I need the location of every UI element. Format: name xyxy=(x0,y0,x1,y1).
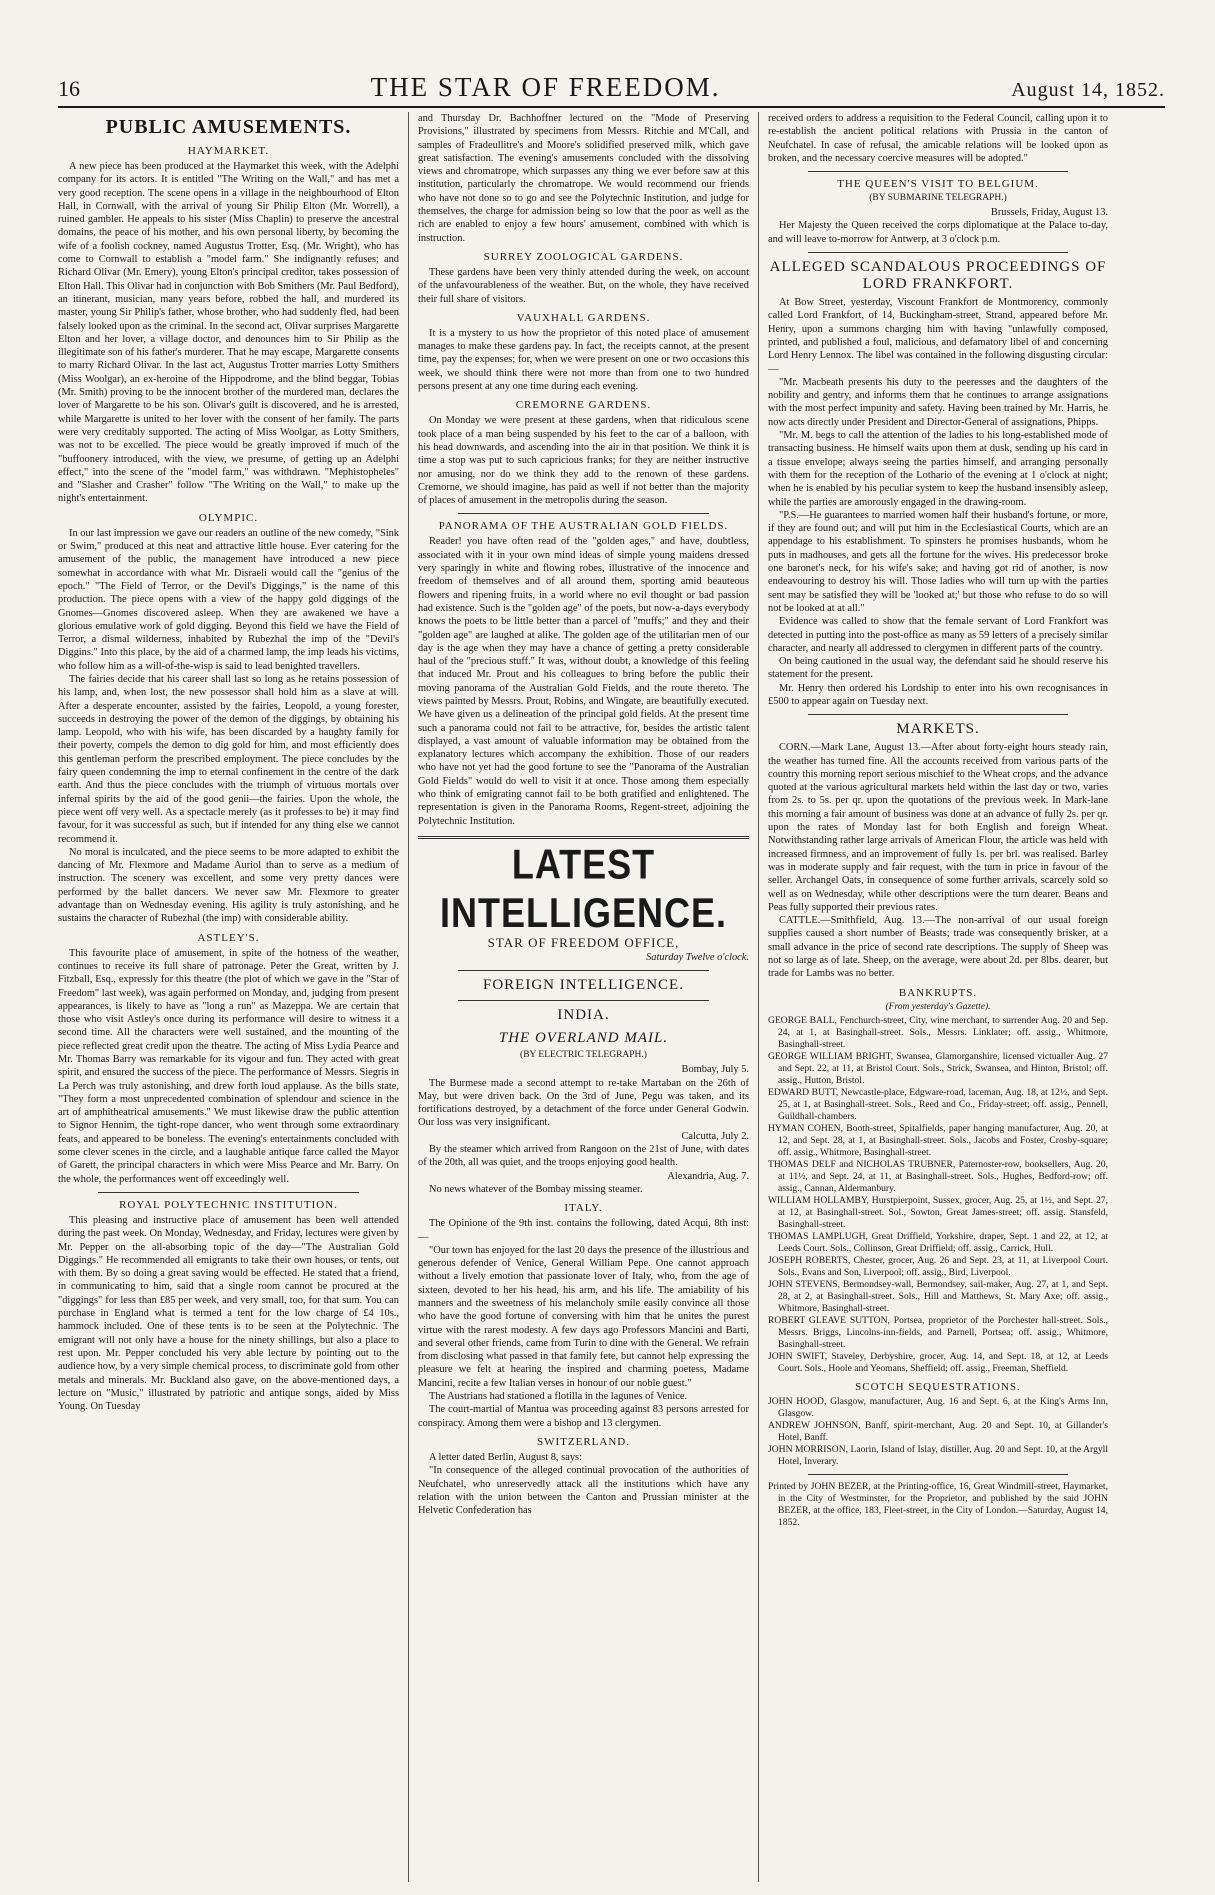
heading-astleys: ASTLEY'S. xyxy=(197,931,260,944)
bankrupt-entry: JOHN SWIFT, Staveley, Derbyshire, grocer, Aug. 14, and Sept. 18, at 12, at Leeds Court. Sols., Hoole and Yeomans, Sheffield; off. assig., Freeman, Sheffield. xyxy=(768,1350,1108,1374)
heading-overland-mail: THE OVERLAND MAIL. xyxy=(498,1030,669,1047)
article-paragraph: "P.S.—He guarantees to married women half their husband's fortune, or more, if they are found out; and will put him in the Ecclesiastical Courts, which are an appendage to his establishment. To spinsters he promises husbands, whom he puts in madhouses, and gets all the fortune for the wives. His predecessor broke one baronet's neck, for his wife's sake; and having got rid of another, is now endeavouring to destroy his will. Those ladies who will turn up with the parties sent may be satisfied they will be 'looked at;' but those who refuse to do so will not be looked at at all." xyxy=(768,509,1108,614)
article-paragraph: Her Majesty the Queen received the corps diplomatique at the Palace to-day, and will leave to-morrow for Antwerp, at 3 o'clock p.m. xyxy=(768,220,1108,245)
column-1 xyxy=(58,112,408,1882)
bankrupt-entry: JOSEPH ROBERTS, Chester, grocer, Aug. 26 and Sept. 23, at 11, at Liverpool Court. Sols., Evans and Son, Liverpool; off. assig., Bird, Liverpool. xyxy=(768,1254,1108,1278)
heading-panorama: PANORAMA OF THE AUSTRALIAN GOLD FIELDS. xyxy=(438,520,729,533)
divider xyxy=(808,252,1068,253)
article-paragraph: By the steamer which arrived from Rangoon on the 21st of June, with dates of the 20th, all was quiet, and the troops enjoying good health. xyxy=(418,1144,749,1169)
article-paragraph: Reader! you have often read of the "golden ages," and have, doubtless, associated with it in your own mind ideas of simple young maidens dressed very sparingly in white and flowing robes, illustrative of the innocence and freedom of themselves and of all around them, sporting amid beauteous flowers and ripening fruits, in a world where no evil thought or bad passion had existence. Such is the "golden age" of the poets, but now-a-days everybody knows the poets to be little better than a parcel of "muffs;" and they and their "golden age" are laughed at alike. The golden age of the utilitarian men of our day is the age when they may have a chance of getting a pretty considerable haul of the "precious stuff." It was, without doubt, a knowledge of this feeling that induced Mr. Prout and his colleagues to bring before the public their moving panorama of the Australian Gold Fields, and the route thereto. The views painted by Messrs. Prout, Robins, and Wingate, are beautifully executed. We have given us a delineation of the principal gold fields. At the present time such a panorama could not fail to be attractive, for, besides the artistic talent displayed, a vast amount of valuable information may be obtained from the explanatory lectures which accompany the exhibition. Those of our readers who have not yet had the good fortune to see the "Panorama of the Australian Gold Fields" would do well to visit it at once. Those among them especially who think of emigrating cannot fail to be both gratified and enlightened. The representation is given in the Panorama Rooms, Regent-street, adjoining the Polytechnic Institution. xyxy=(418,536,749,827)
dateline: Bombay, July 5. xyxy=(681,1064,749,1076)
latest-intelligence-title: LATEST INTELLIGENCE. xyxy=(439,840,727,937)
article-paragraph: CATTLE.—Smithfield, Aug. 13.—The non-arrival of our usual foreign supplies caused a short number of Beasts; trade was consequently brisker, at a small advance in the price of second rate descriptions. The supply of Sheep was not so large as of late. Sheep, on the average, were about 2d. per 8lbs. dearer, but trade for Lambs was no better. xyxy=(768,915,1108,980)
gazette-note: (From yesterday's Gazette). xyxy=(885,1001,991,1012)
bankrupt-entry: GEORGE BALL, Fenchurch-street, City, wine merchant, to surrender Aug. 20 and Sep. 24, at 1, at Basinghall-street. Sols., Messrs. Linklater; off. assig., Whitmore, Basinghall-street. xyxy=(768,1014,1108,1050)
heading-haymarket: HAYMARKET. xyxy=(187,145,270,157)
bankrupt-entry: EDWARD BUTT, Newcastle-place, Edgware-road, laceman, Aug. 18, at 12½, and Sept. 25, at 1, at Basinghall-street. Sols., Reed and Co., Friday-street; off. assig., Pennell, Guildhall-chambers. xyxy=(768,1086,1108,1122)
column-3 xyxy=(758,112,1108,1882)
heading-scotch-sequestrations: SCOTCH SEQUESTRATIONS. xyxy=(855,1380,1021,1393)
article-paragraph: In our last impression we gave our readers an outline of the new comedy, "Sink or Swim," produced at this neat and attractive little house. Ever catering for the amusement of the public, the management have introduced a new piece somewhat in accordance with what Mr. Disraeli would call the "genius of the epoch." "The Field of Terror, or the Devil's Diggings," is the name of this production. The piece opens with a view of the happy gold diggings of the Gnomes—Gnomes discovered asleep. When they are awakened we have a glorious emulative work of gold digging. Beyond this field we have the Field of Terror, a dismal wilderness, inhabited by Rubezhal the imp of the "Devil's Diggins." Into this place, by the aid of a charmed lamp, the imp leads his victims, who follow him as a will-of-the-wisp is said to lead benighted travellers. xyxy=(58,527,399,672)
heading-olympic: OLYMPIC. xyxy=(198,511,259,524)
article-paragraph: It is a mystery to us how the proprietor of this noted place of amusement manages to make these gardens pay. In fact, the receipts cannot, at the present time, pay the expenses; for, when we were present on one or two occasions this week, we should think there were not more than from one to two hundred persons present at any one time during each evening. xyxy=(418,327,749,393)
sequestration-entry: JOHN MORRISON, Laorin, Island of Islay, distiller, Aug. 20 and Sept. 10, at the Argyll Hotel, Inverary. xyxy=(768,1443,1108,1467)
heading-surrey: SURREY ZOOLOGICAL GARDENS. xyxy=(483,250,684,263)
heading-bankrupts: BANKRUPTS. xyxy=(898,986,978,999)
heading-queens-visit: THE QUEEN'S VISIT TO BELGIUM. xyxy=(837,178,1039,191)
dateline: Alexandria, Aug. 7. xyxy=(667,1170,749,1182)
heading-india: INDIA. xyxy=(557,1007,610,1024)
heading-italy: ITALY. xyxy=(564,1202,603,1215)
divider xyxy=(808,1474,1068,1475)
heading-cremorne: CREMORNE GARDENS. xyxy=(515,399,652,412)
article-paragraph: The fairies decide that his career shall last so long as he retains possession of his lamp, and, when lost, the new possessor shall hold him as a slave at will. After a desperate encounter, assisted by the fairies, Leopold, a young forester, succeeds in destroying the power of the demon of the diggings, by obtaining his lamp. Leopold, who with his wife, has been discarded by a haughty family for their poverty, compels the demon to dig gold for him, and most efficiently does this gentleman perform the prescribed employment. The piece concludes by the fairy queen condemning the imp to eternal confinement in the centre of the dark earth. And thus the piece concludes with the triumph of virtuous mortals over infernal spirits by the aid of the good genii—the fairies. Upon the whole, the piece went off very well. As a spectacle merely (as it professes to be) it may find favour, for it was successful as such, but if intended for any thing else we cannot recommend it. xyxy=(58,673,399,845)
article-paragraph: "Our town has enjoyed for the last 20 days the presence of the illustrious and generous defender of Venice, General William Pepe. One cannot approach without a lively emotion that passionate lover of Italy, who, from the age of sixteen, devoted to her his head, his arm, and his life. The amiability of his manners and the sweetness of his melancholy smile easily convince all those who have the good fortune of conversing with him that he unites the purest virtue with the rarest modesty. A few days ago Professors Mancini and Barti, and several other friends, came from Turin to dine with the General. We refrain from disclosing what passed in that family fete, but cannot help expressing the pleasure we felt at hearing the inspired and charming poetess, Madame Mancini, recite a few Italian verses in honour of our noble guest." xyxy=(418,1244,749,1389)
page-number: 16 xyxy=(58,76,80,101)
bankrupt-entry: JOHN STEVENS, Bermondsey-wall, Bermondsey, sail-maker, Aug. 27, at 1, and Sept. 28, at 2, at Basinghall-street. Sols., Hill and Matthews, St. Mary Axe; off. assig., Whitmore, Basinghall-street. xyxy=(768,1278,1108,1314)
article-paragraph: These gardens have been very thinly attended during the week, on account of the unfavourableness of the weather. But, on the whole, they have received their full share of visitors. xyxy=(418,266,749,305)
printer-imprint: Printed by JOHN BEZER, at the Printing-office, 16, Great Windmill-street, Haymarket, in the City of Westminster, for the Proprietor, and published by the said JOHN BEZER, at the office, 183, Fleet-street, in the City of London.—Saturday, August 14, 1852. xyxy=(768,1480,1108,1528)
article-paragraph: At Bow Street, yesterday, Viscount Frankfort de Montmorency, commonly called Lord Frankfort, of 14, Buckingham-street, Strand, appeared before Mr. Henry, upon a summons charging him with having "unlawfully composed, printed, and published a foul, malicious, and defamatory libel of and concerning Lord Henry Lennox. The libel was contained in the following disgusting circular:— xyxy=(768,297,1108,375)
article-paragraph: "In consequence of the alleged continual provocation of the authorities of Neufchatel, who unreservedly attack all the institutions which have any relation with the union between the Canton and Prussian minister at the Helvetic Confederation has xyxy=(418,1465,749,1517)
columns xyxy=(58,112,1165,1882)
divider xyxy=(808,171,1068,172)
masthead-rule xyxy=(58,106,1165,108)
article-paragraph: The court-martial of Mantua was proceeding against 83 persons arrested for conspiracy. Among them were a bishop and 13 clergymen. xyxy=(418,1404,749,1429)
masthead xyxy=(58,72,1165,102)
heading-foreign-intelligence: FOREIGN INTELLIGENCE. xyxy=(483,977,684,994)
article-paragraph: A new piece has been produced at the Haymarket this week, with the Adelphi company for its actors. It is entitled "The Writing on the Wall," and has met a very good reception. The scene opens in a village in the neighbourhood of Elton Hall, in Cornwall, with the arrival of young Sir Philip Elton (Mr. Worrell), a ruined gambler. He appeals to his sister (Miss Chaplin) to preserve the ancestral domains, the peace of his mother, and his own personal liberty, by becoming the wife of a foolish cockney, named Augustus Trotter, Esq. (Mr. Wright), who has come to Cornwall to establish a "model farm." She indignantly refuses; and Richard Olivar (Mr. Emery), young Elton's principal creditor, takes possession of Elton Hall. This Olivar had in conjunction with Bob Smithers (Mr. Paul Bedford), an itinerant, musician, many years before, robbed the hall, and murdered its master, young Sir Philip's father, whose brother, who had suddenly fled, had been falsely looked upon as the criminal. In the second act, Olivar surprises Margarette Elton and her lover, a village doctor, and denounces him to Sir Philip as the illegitimate son of his father's murderer. That he may escape, Margarette consents to marry Richard Olivar. In the last act, Augustus Trotter marries Lotty Smithers (Miss Woolgar), an ex-heroine of the Hippodrome, and the blind beggar, Tobias (Mr. Smith) proving to be the innocent brother of the murdered man, declares the lover of Margarette to be his son. Olivar's guilt is discovered, and he is arrested, while Margarette is united to her lover with the consent of her family. The parts were very creditably supported. The acting of Miss Woolgar, as Lotty Smithers, was not to be excelled. The piece would be greatly improved if much of the "buffoonery introduced, with the view, we presume, of getting up an Adelphi effect," into the scene of the "model farm," was withdrawn. "Mephistopheles" and "Slasher and Crasher" follow "The Writing on the Wall," to make up the night's entertainment. xyxy=(58,161,399,505)
divider xyxy=(808,714,1068,715)
bankrupt-entry: GEORGE WILLIAM BRIGHT, Swansea, Glamorganshire, licensed victualler Aug. 27 and Sept. 22, at 11, at Bristol Court. Sols., Strick, Swansea, and Hinton, Bristol; off. assig., Hutton, Bristol. xyxy=(768,1050,1108,1086)
bankrupt-entry: THOMAS LAMPLUGH, Great Driffield, Yorkshire, draper, Sept. 1 and 22, at 12, at Leeds Court. Sols., Collinson, Great Driffield; off. assig., Carrick, Hull. xyxy=(768,1230,1108,1254)
paper-title: THE STAR OF FREEDOM. xyxy=(370,72,721,102)
sequestration-entry: ANDREW JOHNSON, Banff, spirit-merchant, Aug. 20 and Sept. 10, at Gillander's Hotel, Banff. xyxy=(768,1419,1108,1443)
article-paragraph: This pleasing and instructive place of amusement has been well attended during the past week. On Monday, Wednesday, and Friday, lectures were given by Mr. Pepper on the all-absorbing topic of the day—"The Australian Gold Diggings." He recommended all emigrants to take their own houses, or tents, out with them. By so doing a great saving would be effected. He stated that a friend, in communicating to him, said that a single room cannot be procured at the "diggings" for less than £85 per week, and very small, too, for that sum. You can purchase in England what is termed a tent for the low charge of £4 10s., hammock included. One of these tents is to be seen at the Polytechnic. The emigrant will not only have a house for the ninety shillings, but also a place to rest upon. Mr. Pepper concluded his very able lecture by pointing out to the audience how, by a very simple chemical process, to discriminate gold from other metals and minerals. Mr. Buckland also gave, on the above-mentioned days, a lecture on "Music," illustrated by patriotic and antique songs, aided by Miss Young. On Tuesday xyxy=(58,1214,399,1413)
heading-lord-frankfort: ALLEGED SCANDALOUS PROCEEDINGS OF LORD FRANKFORT. xyxy=(769,259,1107,293)
article-paragraph: The Burmese made a second attempt to re-take Martaban on the 26th of May, but were driven back. On the 3rd of June, Pegu was taken, and its fortifications destroyed, by a detachment of the force under General Godwin. Our loss was very insignificant. xyxy=(418,1077,749,1129)
article-paragraph: On Monday we were present at these gardens, when that ridiculous scene took place of a man being suspended by his feet to the car of a balloon, with his head downwards, and ascending into the air in that position. We think it is time a stop was put to such capricious franks; for they are neither instructive nor amusing, nor do we think they add to the renown of these gardens. Cremorne, we should imagine, has paid as well if not better than the majority of places of amusement in the metropolis during the season. xyxy=(418,415,749,507)
dateline: Calcutta, July 2. xyxy=(681,1130,749,1142)
divider xyxy=(458,513,709,514)
article-paragraph: "Mr. M. begs to call the attention of the ladies to his long-established mode of transacting business. He himself waits upon them at dusk, sending up his card in a tissue envelope; always seeing the parties himself, and arranging personally with them for the reception of the Lothario of the evening at 1 o'clock at night; when he is enabled by his peculiar system to keep the husband insensibly asleep, while the parties are amorously engaged in the drawing-room. xyxy=(768,430,1108,508)
column-2 xyxy=(408,112,758,1882)
article-paragraph: The Opinione of the 9th inst. contains the following, dated Acqui, 8th inst:— xyxy=(418,1218,749,1243)
article-paragraph: CORN.—Mark Lane, August 13.—After about forty-eight hours steady rain, the weather has turned fine. All the accounts received from various parts of the country this morning report serious mischief to the Wheat crops, and the advance quoted at the various agricultural markets held within the last day or two, varies from 2s. to 5s. per qr. upon the quotations of the previous week. In Mark-lane this morning a fair amount of business was done at an advance of fully 2s. per qr. upon the rates of Monday last for both English and foreign Wheat. Notwithstanding rather large arrivals of American Flour, the article was held with increased firmness, and an improvement of fully 1s. per brl. was realised. Barley was in moderate supply and fair request, with the turn in price in favour of the seller. Archangel Oats, in consequence of some further arrivals, scarcely sold so well as on Wednesday, while other descriptions were the turn dearer. Beans and Peas fully supported their previous rates. xyxy=(768,742,1108,913)
section-title-public-amusements: PUBLIC AMUSEMENTS. xyxy=(105,116,352,138)
divider xyxy=(458,1000,709,1001)
article-paragraph: "Mr. Macbeath presents his duty to the peeresses and the daughters of the nobility and gentry, and informs them that he continues to arrange assignations with the most perfect impunity and safety. Having been trained by Mr. Harris, he now acts directly under President and Director-General of assignations, Phipps. xyxy=(768,376,1108,428)
edition-time: Saturday Twelve o'clock. xyxy=(646,951,749,963)
sequestration-entry: JOHN HOOD, Glasgow, manufacturer, Aug. 16 and Sept. 6, at the King's Arms Inn, Glasgow. xyxy=(768,1395,1108,1419)
article-paragraph: On being cautioned in the usual way, the defendant said he should reserve his statement for the present. xyxy=(768,656,1108,681)
heading-markets: MARKETS. xyxy=(896,721,980,738)
issue-date: August 14, 1852. xyxy=(1011,79,1165,101)
article-paragraph: This favourite place of amusement, in spite of the hotness of the weather, continues to receive its full share of patronage. Peter the Great, written by J. Fitzball, Esq., expressly for this theatre (the plot of which we gave in the "Star of Freedom" last week), was again performed on Monday, and, judging from present appearances, is likely to have as "long a run" as Mazeppa. We are certain that those who visit Astley's once during its performance will desire to witness it a second time. All the characters were well sustained, and the mounting of the piece reflected great credit upon the theatre. The acting of Miss Lydia Pearce and Mr. Thomas Barry was remarkable for its vigour and fun. They acted with great spirit, and ensured the success of the piece. The performance of Messrs. Siegris in La Perch was truly astonishing, and drew forth loud applause. As the bills state, "They form a most unprecedented combination of splendour and science in the art of amphitheatrical amusements." We must likewise draw the public attention to Signor Hennim, the tight-rope dancer, who went through some extraordinary feats, and appeared to be boneless. The evening's entertainments concluded with some clever scenes in the circle, and a laughable antique farce called the Mayor of Garett, the principal characters in which were Miss Pearce and Mr. Barry. On the whole, the performances went off exceedingly well. xyxy=(58,947,399,1185)
bankrupt-entry: WILLIAM HOLLAMBY, Hurstpierpoint, Sussex, grocer, Aug. 25, at 1½, and Sept. 27, at 12, at Basinghall-street. Sol., Sowton, Great James-street; off. assig. Stansfeld, Basinghall-street. xyxy=(768,1194,1108,1230)
bankrupt-entry: HYMAN COHEN, Booth-street, Spitalfields, paper hanging manufacturer, Aug. 20, at 12, and Sept. 28, at 1, at Basinghall-street. Sols., Jacobs and Foster, Crosby-square; off. assig., Whitmore, Basinghall-street. xyxy=(768,1122,1108,1158)
telegraph-note: (BY SUBMARINE TELEGRAPH.) xyxy=(869,193,1007,204)
article-paragraph: Evidence was called to show that the female servant of Lord Frankfort was detected in putting into the post-office as many as 59 letters of a precisely similar character, and nearly all addressed to clergymen in different parts of the country. xyxy=(768,616,1108,654)
article-paragraph: Mr. Henry then ordered his Lordship to enter into his own recognisances in £500 to appear again on Tuesday next. xyxy=(768,682,1108,707)
divider xyxy=(458,970,709,971)
office-line: STAR OF FREEDOM OFFICE, xyxy=(487,934,680,950)
article-paragraph: and Thursday Dr. Bachhoffner lectured on the "Mode of Preserving Provisions," illustrated by specimens from Messrs. Ritchie and M'Call, and samples of Fradeullitre's and Moore's solidified preserved milk, which gave great satisfaction. The evening's amusements concluded with the dissolving views and chromatrope, which surpasses any thing we ever before saw at this institution, particularly the chromatrope. We would recommend our friends who have not done so to go and see the Polytechnic Institution, and judge for themselves, the charge for admission being so low that the poor as well as the rich are enabled to enjoy a few hours' amusement, combined with which is instruction. xyxy=(418,113,749,244)
heading-switzerland: SWITZERLAND. xyxy=(537,1435,630,1448)
double-rule xyxy=(418,836,749,839)
dateline: Brussels, Friday, August 13. xyxy=(990,207,1108,219)
article-paragraph: No moral is inculcated, and the piece seems to be more adapted to exhibit the dancing of Mr. Flexmore and Madame Auriol than to serve as a medium of instruction. The scenery was excellent, and some very pretty dances were performed by the ballet dancers. We never saw Mr. Flexmore to greater advantage than on Wednesday evening. His agility is truly astonishing, and he sustains the character of Rubezhal (the imp) with considerable ability. xyxy=(58,846,399,925)
bankrupt-entry: THOMAS DELF and NICHOLAS TRUBNER, Paternoster-row, booksellers, Aug. 20, at 11½, and Sept. 24, at 11, at Basinghall-street. Sols., Hughes, Bedford-row; off. assig., Cannan, Aldermanbury. xyxy=(768,1158,1108,1194)
article-paragraph: No news whatever of the Bombay missing steamer. xyxy=(429,1183,643,1195)
article-paragraph: The Austrians had stationed a flotilla in the lagunes of Venice. xyxy=(429,1391,688,1403)
divider xyxy=(98,1192,359,1193)
heading-polytechnic: ROYAL POLYTECHNIC INSTITUTION. xyxy=(119,1198,338,1211)
heading-vauxhall: VAUXHALL GARDENS. xyxy=(516,311,651,324)
article-paragraph: A letter dated Berlin, August 8, says: xyxy=(429,1451,582,1463)
bankrupt-entry: ROBERT GLEAVE SUTTON, Portsea, proprietor of the Porchester hall-street. Sols., Messrs. Briggs, Lincolns-inn-fields, and Parnell, Portsea; off. assig., Whitmore, Basinghall-street. xyxy=(768,1314,1108,1350)
telegraph-note: (BY ELECTRIC TELEGRAPH.) xyxy=(520,1050,647,1061)
article-paragraph: received orders to address a requisition to the Federal Council, calling upon it to re-establish the ancient political relations with Prussia in the canton of Neufchatel. In case of refusal, the amicable relations will be looked upon as broken, and the necessary coercive measures will be adopted." xyxy=(768,113,1108,164)
